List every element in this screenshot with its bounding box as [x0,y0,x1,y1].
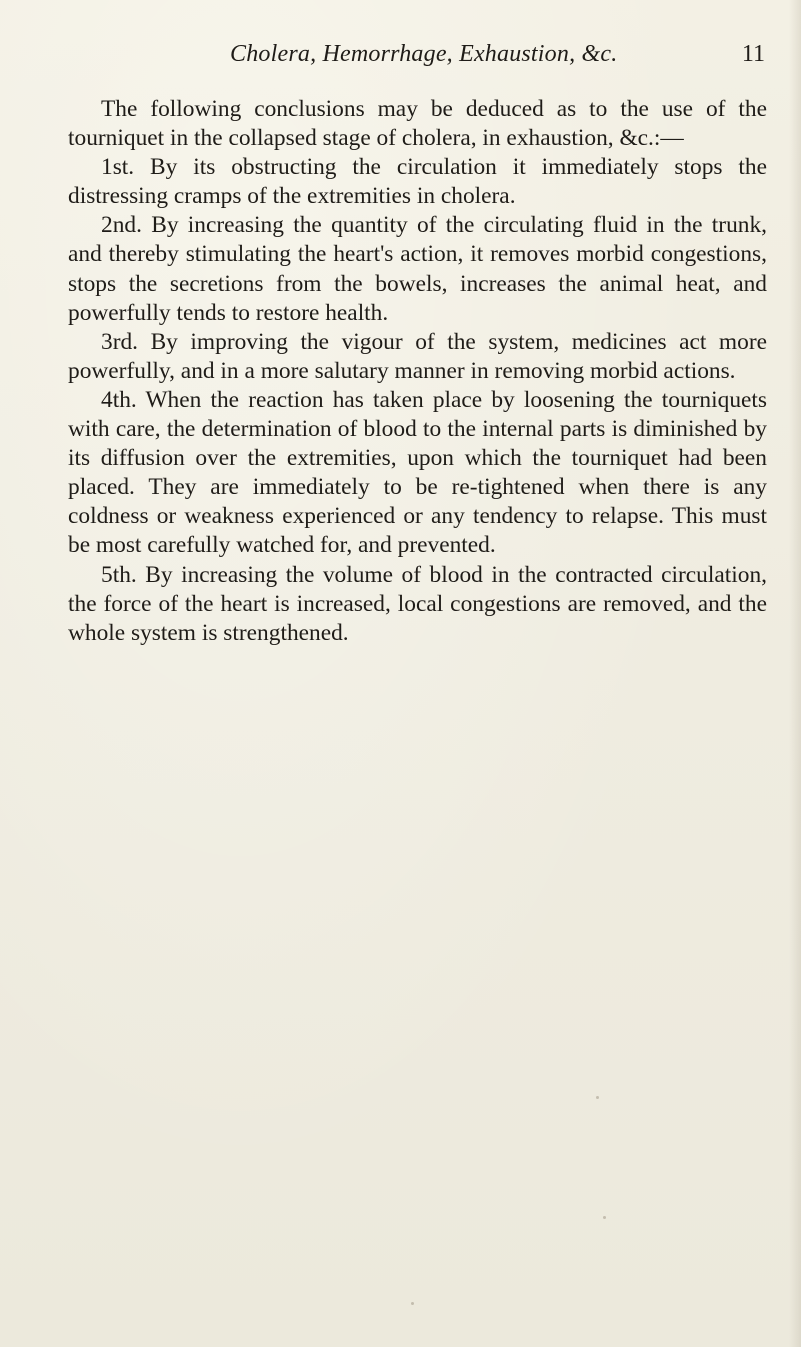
running-head [60,41,765,75]
conclusion-1-paragraph: 1st. By its obstructing the circulation it immediately stops the distressing cramps of the extremities in cholera. [68,154,767,210]
page-number: 11 [741,41,765,67]
conclusion-4-paragraph: 4th. When the reaction has taken place by loosening the tourniquets with care, the determination of blood to the internal parts is diminished by its diffusion over the extremities, upon which the tourniquet had been placed. They are immediately to be re-tightened when there is any coldness or weakness experienced or any tendency to relapse. This must be most carefully watched for, and prevented. [68,386,767,559]
paper-speck [411,1302,414,1305]
body-text [68,95,767,648]
running-title: Cholera, Hemorrhage, Exhaustion, &c. [230,41,618,67]
paper-speck [603,1216,606,1219]
intro-paragraph: The following conclusions may be deduced as to the use of the tourniquet in the collapsed stage of cholera, in exhaustion, &c.:— [68,96,767,152]
conclusion-5-paragraph: 5th. By increasing the volume of blood in the contracted circulation, the force of the heart is increased, local congestions are removed, and the whole system is strengthened. [68,561,767,646]
conclusion-3-paragraph: 3rd. By improving the vigour of the system, medicines act more powerfully, and in a more salutary manner in removing morbid actions. [68,328,767,384]
paper-speck [596,1096,599,1099]
page-edge-shadow [789,0,801,1347]
conclusion-2-paragraph: 2nd. By increasing the quantity of the circulating fluid in the trunk, and thereby stimulating the heart's action, it removes morbid congestions, stops the secretions from the bowels, increases the animal heat, and powerfully tends to restore health. [68,212,767,326]
